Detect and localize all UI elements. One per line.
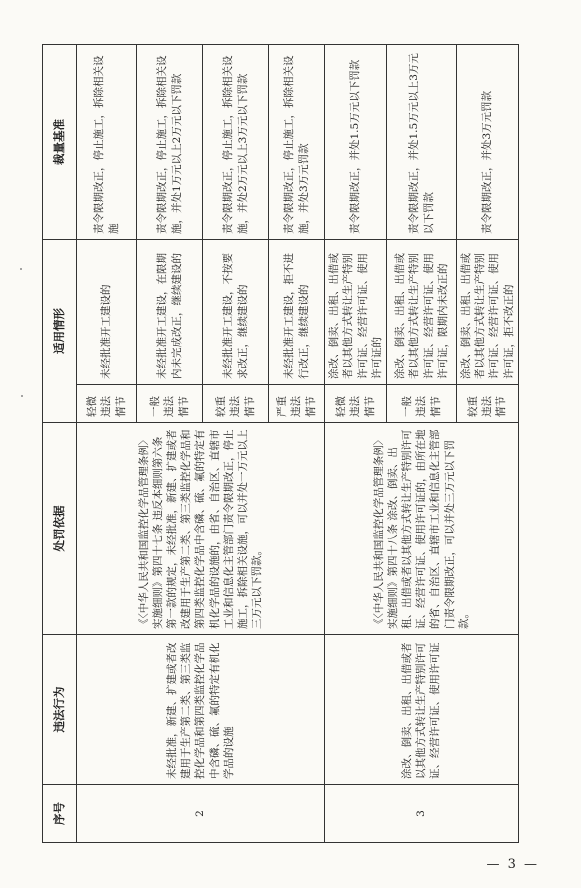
table-row bbox=[325, 45, 387, 843]
row-situation: 涂改、倒卖、出租、出借或者以其他方式转让生产特别许可证、经营许可证、使用许可证的 bbox=[325, 240, 387, 385]
page-number: — 3 — bbox=[486, 857, 539, 872]
row-situation: 未经批准开工建设，在限期内未完成改正，继续建设的 bbox=[137, 240, 203, 385]
penalty-table bbox=[42, 44, 519, 843]
table-row bbox=[77, 45, 137, 843]
row-situation: 涂改、倒卖、出租、出借或者以其他方式转让生产特别许可证、经营许可证、使用许可证，限期内未改正的 bbox=[387, 240, 457, 385]
row-level: 一般违法情节 bbox=[387, 385, 457, 423]
row-act: 涂改、倒卖、出租、出借或者以其他方式转让生产特别许可证、经营许可证、使用许可证 bbox=[325, 635, 519, 785]
row-level: 较重违法情节 bbox=[457, 385, 519, 423]
row-seq: 3 bbox=[325, 785, 519, 843]
header-seq: 序号 bbox=[43, 785, 77, 843]
row-level: 较重违法情节 bbox=[203, 385, 269, 423]
row-level: 一般违法情节 bbox=[137, 385, 203, 423]
header-situation: 适用情形 bbox=[43, 240, 77, 423]
row-standard: 责令限期改正，并处1.5万元以上3万元以下罚款 bbox=[387, 45, 457, 240]
row-standard: 责令限期改正，停止施工，拆除相关设施，并处1万元以上2万元以下罚款 bbox=[137, 45, 203, 240]
header-standard: 裁量基准 bbox=[43, 45, 77, 240]
header-act: 违法行为 bbox=[43, 635, 77, 785]
row-level: 严重违法情节 bbox=[269, 385, 325, 423]
row-standard: 责令限期改正，停止施工，拆除相关设施，并处2万元以上3万元以下罚款 bbox=[203, 45, 269, 240]
row-situation: 未经批准开工建设的 bbox=[77, 240, 137, 385]
scan-speck bbox=[20, 268, 22, 270]
row-situation: 未经批准开工建设，不按要求改正，继续建设的 bbox=[203, 240, 269, 385]
header-row bbox=[43, 45, 77, 843]
scan-speck bbox=[21, 395, 23, 397]
row-level: 轻微违法情节 bbox=[77, 385, 137, 423]
header-basis: 处罚依据 bbox=[43, 423, 77, 635]
row-seq: 2 bbox=[77, 785, 325, 843]
row-basis: 《〈中华人民共和国监控化学品管理条例〉实施细则》第四十八条 涂改、倒卖、出租、出借或者以其他方式转让生产特别许可证、经营许可证、使用许可证的，由所在地的省、自治区、直辖市工业和信息化主管部门责令限期改正，可以并处三万元以下罚款。 bbox=[325, 423, 519, 635]
row-standard: 责令限期改正，并处3万元罚款 bbox=[457, 45, 519, 240]
row-standard: 责令限期改正，停止施工，拆除相关设施，并处3万元罚款 bbox=[269, 45, 325, 240]
row-level: 轻微违法情节 bbox=[325, 385, 387, 423]
rotated-table-container bbox=[42, 45, 517, 843]
row-act: 未经批准，新建、扩建或者改建用于生产第二类、第三类监控化学品和第四类监控化学品中含磷、硫、氟的特定有机化学品的设施 bbox=[77, 635, 325, 785]
row-situation: 未经批准开工建设，拒不进行改正，继续建设的 bbox=[269, 240, 325, 385]
row-standard: 责令限期改正，停止施工，拆除相关设施 bbox=[77, 45, 137, 240]
row-basis: 《〈中华人民共和国监控化学品管理条例〉实施细则》第四十七条 违反本细则第六条第一款的规定，未经批准，新建、扩建或者改建用于生产第二类、第三类监控化学品和第四类监控化学品中含磷、硫、氟的特定有机化学品的设施的，由省、自治区、直辖市工业和信息化主管部门责令限期改正，停止施工，拆除相关设施，可以并处一万元以上三万元以下罚款。 bbox=[77, 423, 325, 635]
row-situation: 涂改、倒卖、出租、出借或者以其他方式转让生产特别许可证、经营许可证、使用许可证，拒不改正的 bbox=[457, 240, 519, 385]
row-standard: 责令限期改正，并处1.5万元以下罚款 bbox=[325, 45, 387, 240]
